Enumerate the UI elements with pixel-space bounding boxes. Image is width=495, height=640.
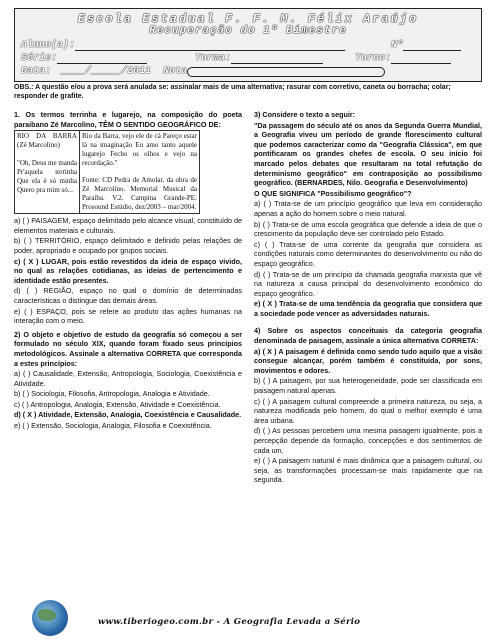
poem-stanza-1: "Oh, Deus me manda Pr'aquela terrinha Que ela é só minha Quero pra mim só...: [17, 159, 78, 195]
q2-option-a[interactable]: a) ( ) Causalidade, Extensão, Antropologia, Sociologia, Coexistência e Atividade.: [14, 369, 242, 388]
poem-source: Fonte: CD Pedra de Amolar, da obra de Zé Marcolino. Memorial Musical da Paraíba. V.2. Campina Grande-PE: Prosound Estúdio, dez/2003 – mar/2004.: [82, 176, 197, 212]
q2-option-b[interactable]: b) ( ) Sociologia, Filosofia, Antropologia, Analogia e Atividade.: [14, 389, 210, 399]
footer-website[interactable]: www.tiberiogeo.com.br - A Geografia Levada a Sério: [98, 617, 361, 627]
q3-option-b[interactable]: b) ( ) Trata-se de uma escola geográfica que defende a ideia de que o crescimento da população deve ser controlado pelo Estado.: [254, 219, 482, 239]
question-4-title: 4) Sobre os aspectos conceituais da categoria geografia denominada de paisagem, assinale a única alternativa CORRETA:: [254, 326, 482, 346]
q4-option-d[interactable]: d) ( ) As pessoas percebem uma mesma paisagem igualmente, pois a percepção depende da formação, concepções e dos sentimentos de cada um.: [254, 426, 482, 455]
series-field[interactable]: [57, 54, 147, 64]
number-field[interactable]: [403, 41, 461, 51]
class-row: [21, 53, 475, 64]
q3-ask: O QUE SIGNIFICA "Possibilismo geográfico"?: [254, 188, 412, 198]
q1-option-c[interactable]: c) ( X ) LUGAR, pois estão revestidos da ideia de espaço vivido, no qual as relações cotidianas, as ideias de pertencimento e identidade estão presentes.: [14, 256, 242, 285]
shift-field[interactable]: [391, 54, 451, 64]
poem-right-cell: [80, 131, 200, 214]
student-row: [21, 40, 475, 51]
globe-logo-icon: [32, 600, 68, 636]
q4-option-c[interactable]: c) ( ) A paisagem cultural compreende a primeira natureza, ou seja, a natureza modificada pelo homem, do qual o melhor exemplo é uma área urbana.: [254, 396, 482, 425]
q4-option-b[interactable]: b) ( ) A paisagem, por sua heterogeneidade, pode ser classificada em paisagem natural apenas.: [254, 376, 482, 396]
class-label: Turma:: [195, 53, 232, 64]
q4-option-a[interactable]: a) ( X ) A paisagem é definida como sendo tudo aquilo que a visão consegue alcançar, porém também é constituída, por sons, movimentos e odores.: [254, 346, 482, 375]
date-value[interactable]: ____/_____/2011: [61, 66, 152, 77]
poem-left-cell: [15, 131, 80, 214]
poem-title: RIO DA BARRA (Zé Marcolino): [17, 132, 77, 150]
q3-option-a[interactable]: a) ( ) Trata-se de um princípio geográfico que leva em consideração apenas a ação do homem sobre o meio natural.: [254, 199, 482, 218]
q3-option-e[interactable]: e) ( X ) Trata-se de uma tendência da geografia que considera que a sociedade pode vencer as adversidades naturais.: [254, 299, 482, 318]
series-label: Série:: [21, 53, 58, 64]
q3-option-c[interactable]: c) ( ) Trata-se de uma corrente da geografia que considera as condições naturais como determinantes do desenvolvimento ou não do espaço geográfico.: [254, 239, 482, 268]
q1-option-d[interactable]: d) ( ) REGIÃO, espaço no qual o domínio de determinadas características o distingue das demais áreas.: [14, 286, 242, 305]
exam-subtitle: Recuperação do 1º Bimestre: [149, 25, 347, 37]
q1-option-b[interactable]: b) ( ) TERRITÓRIO, espaço delimitado e definido pelas relações de poder, apropriado e ocupado por grupos sociais.: [14, 236, 242, 255]
exam-header: [14, 8, 482, 82]
student-field[interactable]: [75, 41, 345, 51]
q1-option-e[interactable]: e) ( ) ESPAÇO, pois se refere ao produto das ações humanas na interação com o meio.: [14, 306, 242, 326]
poem-stanza-2: Rio da Barra, vejo ele de cá Pareço estar lá na imaginação Eu amo tanto aquele lugarejo Fecho os olhos e vejo na recordação.": [82, 132, 197, 168]
q3-option-d[interactable]: d) ( ) Trata-se de um princípio da chamada geografia marxista que vê na natureza a causa principal do desenvolvimento econômico do espaço geográfico.: [254, 269, 482, 298]
instructions-note: OBS.: A questão e/ou a prova será anulada se: assinalar mais de uma alternativa; rasurar com corretivo, caneta ou borracha; colar; responder de grafite.: [14, 84, 451, 100]
question-1-title: 1. Os termos terrinha e lugarejo, na composição do poeta paraibano Zé Marcolino, TÊM O SENTIDO GEOGRÁFICO DE:: [14, 110, 242, 129]
class-field[interactable]: [231, 54, 323, 64]
grade-label: Nota: [163, 66, 188, 77]
school-name: Escola Estadual F. F. M. Félix Araújo: [77, 12, 419, 26]
grade-field[interactable]: [187, 67, 385, 77]
number-label: Nº: [391, 40, 404, 51]
student-label: Aluno(a):: [21, 40, 76, 51]
q2-option-e[interactable]: e) ( ) Extensão, Sociologia, Analogia, Filosofia e Coexistência.: [14, 421, 212, 431]
q2-option-d[interactable]: d) ( X ) Atividade, Extensão, Analogia, Coexistência e Causalidade.: [14, 410, 242, 420]
q3-text: "Da passagem do século até os anos da Segunda Guerra Mundial, a Geografia viveu um período de grande florescimento cultural que podemos caracterizar como da "Geografia Clássica", em que pontificaram os grandes chefes de escola. O seu início foi marcado pelos debates que resultaram na total refutação do determinismo geográfico" em contraposição ao possibilismo geográfico. (BERNARDES, Nilo. Geografia e Desenvolvimento): [254, 120, 482, 188]
q2-option-c[interactable]: c) ( ) Antropologia, Analogia, Extensão, Atividade e Coexistência.: [14, 399, 221, 409]
left-column: [14, 110, 242, 432]
shift-label: Turno:: [355, 53, 392, 64]
right-column: [254, 110, 482, 486]
question-2-title: 2) O objeto e objetivo de estudo da geografia só começou a ser formulado no século XIX, quando foram fixado seus princípios metodológicos. Assinale a alternativa CORRETA que corresponda a estes princípios:: [14, 329, 242, 368]
q1-option-a[interactable]: a) ( ) PAISAGEM, espaço delimitado pelo alcance visual, constituído de elementos materiais e culturais.: [14, 216, 242, 235]
poem-table: [14, 130, 200, 214]
date-label: Data:: [21, 66, 52, 77]
q4-option-e[interactable]: e) ( ) A paisagem natural é mais dinâmica que a paisagem cultural, ou seja, as transformações processam-se mais rapidamente que na segunda.: [254, 456, 482, 485]
date-row: [21, 66, 475, 77]
question-3-title: 3) Considere o texto a seguir:: [254, 110, 356, 119]
